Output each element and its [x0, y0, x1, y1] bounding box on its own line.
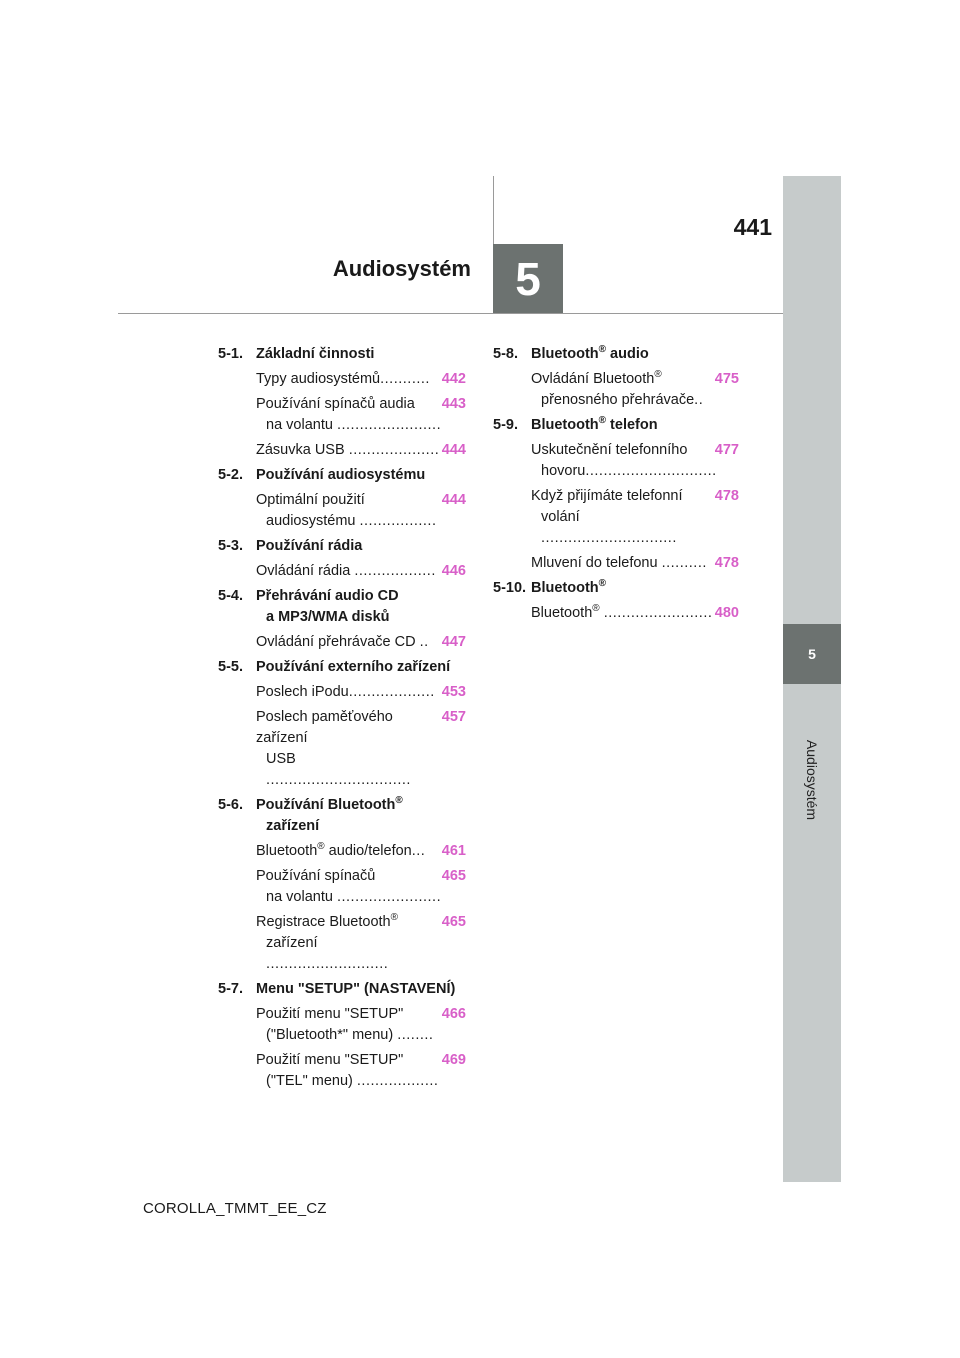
entry-text: Mluvení do telefonu — [531, 555, 658, 571]
entry-text: Poslech paměťového zařízení — [256, 709, 393, 746]
entry-text: Zásuvka USB — [256, 442, 345, 458]
entry-text: Ovládání rádia — [256, 563, 351, 579]
entry-leader: .......... — [661, 555, 707, 571]
toc-section — [218, 536, 466, 557]
entry-text: Uskutečnění telefonního — [531, 442, 688, 458]
registered-mark: ® — [317, 841, 325, 853]
entry-text-line2: na volantu — [266, 417, 333, 433]
toc-entry[interactable] — [256, 440, 466, 461]
entry-leader: ............................. — [585, 463, 717, 479]
entry-leader: ........... — [380, 371, 430, 387]
section-title: Bluetooth — [531, 346, 599, 362]
entry-page-link[interactable]: 480 — [714, 605, 739, 621]
toc-section — [218, 979, 466, 1000]
section-title: Používání rádia — [256, 538, 363, 554]
entry-page-link[interactable]: 444 — [441, 442, 466, 458]
section-number: 5-6. — [218, 797, 243, 813]
toc-entry[interactable] — [256, 912, 466, 975]
toc-entry[interactable] — [256, 1004, 466, 1046]
entry-leader: ........................... — [266, 956, 389, 972]
side-chapter-tab[interactable] — [783, 624, 841, 684]
toc-entry[interactable] — [256, 1050, 466, 1092]
section-number: 5-5. — [218, 659, 243, 675]
toc-section — [493, 578, 739, 599]
toc-section — [218, 795, 466, 837]
entry-leader: ....................... — [336, 889, 442, 905]
entry-text: Bluetooth — [531, 605, 593, 621]
header-vertical-rule — [493, 176, 494, 244]
toc-entry[interactable] — [256, 561, 466, 582]
toc-entry[interactable] — [256, 369, 466, 390]
entry-page-link[interactable]: 478 — [714, 555, 739, 571]
section-title-rest: telefon — [606, 417, 658, 433]
entry-leader: ........ — [397, 1027, 434, 1043]
section-title: Bluetooth — [531, 580, 599, 596]
entry-text: Bluetooth — [256, 843, 318, 859]
side-chapter-label: Audiosystém — [804, 739, 820, 821]
entry-text: Když přijímáte telefonní — [531, 488, 683, 504]
toc-entry[interactable] — [256, 866, 466, 908]
entry-text: Používání spínačů — [256, 868, 376, 884]
section-number: 5-1. — [218, 346, 243, 362]
registered-mark: ® — [598, 415, 607, 427]
registered-mark: ® — [395, 795, 403, 807]
entry-text-rest: audio/telefon — [324, 843, 412, 859]
entry-leader: .............................. — [541, 530, 677, 546]
entry-leader: ................... — [348, 684, 435, 700]
toc-section — [218, 465, 466, 486]
section-title-line2: zařízení — [266, 818, 320, 834]
entry-text: Použití menu "SETUP" — [256, 1006, 404, 1022]
entry-text-line2: ("Bluetooth*" menu) — [266, 1027, 394, 1043]
entry-leader: ........................ — [603, 605, 713, 621]
section-number: 5-2. — [218, 467, 243, 483]
entry-page-link[interactable]: 469 — [441, 1052, 466, 1068]
section-number: 5-4. — [218, 588, 243, 604]
entry-text: Ovládání Bluetooth — [531, 371, 655, 387]
entry-page-link[interactable]: 465 — [441, 914, 466, 930]
toc-entry[interactable] — [256, 682, 466, 703]
entry-text-line2: hovoru — [541, 463, 586, 479]
toc-entry[interactable] — [256, 707, 466, 791]
registered-mark: ® — [598, 344, 607, 356]
section-number: 5-9. — [493, 417, 518, 433]
entry-page-link[interactable]: 442 — [441, 371, 466, 387]
toc-right-column — [493, 344, 739, 628]
entry-text: Typy audiosystémů — [256, 371, 381, 387]
entry-text: Optimální použití — [256, 492, 365, 508]
entry-text: Používání spínačů audia — [256, 396, 415, 412]
section-number: 5-7. — [218, 981, 243, 997]
toc-entry[interactable] — [531, 440, 739, 482]
entry-leader: ................................ — [266, 772, 411, 788]
toc-entry[interactable] — [256, 841, 466, 862]
toc-section — [218, 586, 466, 628]
entry-page-link[interactable]: 461 — [441, 843, 466, 859]
entry-text: Poslech iPodu — [256, 684, 349, 700]
footer-code: COROLLA_TMMT_EE_CZ — [143, 1200, 327, 1217]
toc-section — [218, 657, 466, 678]
toc-entry[interactable] — [531, 553, 739, 574]
section-title: Používání externího zařízení — [256, 659, 451, 675]
entry-page-link[interactable]: 475 — [714, 371, 739, 387]
section-title-rest: audio — [606, 346, 649, 362]
entry-leader: ... — [411, 843, 426, 859]
entry-page-link[interactable]: 447 — [441, 634, 466, 650]
section-title: Používání Bluetooth — [256, 797, 396, 813]
section-title: Používání audiosystému — [256, 467, 426, 483]
registered-mark: ® — [592, 603, 600, 615]
entry-page-link[interactable]: 465 — [441, 868, 466, 884]
entry-text-line2: volání — [541, 509, 580, 525]
chapter-number-box — [493, 244, 563, 314]
toc-left-column — [218, 344, 466, 1096]
section-title-line2: a MP3/WMA disků — [266, 609, 390, 625]
entry-text-line2: přenosného přehrávače — [541, 392, 695, 408]
entry-text-line2: USB — [266, 751, 296, 767]
section-title: Základní činnosti — [256, 346, 375, 362]
entry-page-link[interactable]: 457 — [441, 709, 466, 725]
entry-text: Použití menu "SETUP" — [256, 1052, 404, 1068]
entry-page-link[interactable]: 444 — [441, 492, 466, 508]
entry-leader: .. — [694, 392, 704, 408]
entry-page-link[interactable]: 446 — [441, 563, 466, 579]
entry-text: Registrace Bluetooth — [256, 914, 391, 930]
header-horizontal-rule — [118, 313, 783, 314]
toc-section — [493, 344, 739, 365]
section-title: Audiosystém — [332, 256, 471, 281]
entry-page-link[interactable]: 478 — [714, 488, 739, 504]
toc-entry[interactable] — [531, 369, 739, 411]
entry-leader: .................... — [348, 442, 440, 458]
registered-mark: ® — [654, 369, 662, 381]
entry-text: Ovládání přehrávače CD — [256, 634, 416, 650]
toc-entry[interactable] — [256, 632, 466, 653]
entry-text-line2: ("TEL" menu) — [266, 1073, 353, 1089]
side-tab-number: 5 — [808, 646, 816, 662]
section-title: Přehrávání audio CD — [256, 588, 399, 604]
entry-text-line2: audiosystému — [266, 513, 356, 529]
entry-text-line2: na volantu — [266, 889, 333, 905]
section-title: Bluetooth — [531, 417, 599, 433]
page-number: 441 — [733, 214, 772, 240]
toc-entry[interactable] — [531, 486, 739, 549]
entry-page-link[interactable]: 477 — [714, 442, 739, 458]
toc-entry[interactable] — [531, 603, 739, 624]
section-number: 5-3. — [218, 538, 243, 554]
entry-page-link[interactable]: 453 — [441, 684, 466, 700]
section-number: 5-8. — [493, 346, 518, 362]
entry-text-line2: zařízení — [266, 935, 318, 951]
entry-leader: ....................... — [336, 417, 442, 433]
registered-mark: ® — [598, 578, 607, 590]
section-title: Menu "SETUP" (NASTAVENÍ) — [256, 981, 456, 997]
entry-page-link[interactable]: 443 — [441, 396, 466, 412]
entry-leader: .................. — [354, 563, 436, 579]
entry-leader: ................. — [359, 513, 437, 529]
chapter-number: 5 — [515, 253, 541, 305]
registered-mark: ® — [390, 912, 398, 924]
entry-leader: .. — [419, 634, 429, 650]
section-number: 5-10. — [493, 580, 527, 596]
toc-section — [493, 415, 739, 436]
entry-leader: .................. — [356, 1073, 439, 1089]
toc-entry[interactable] — [256, 394, 466, 436]
toc-entry[interactable] — [256, 490, 466, 532]
toc-section — [218, 344, 466, 365]
entry-page-link[interactable]: 466 — [441, 1006, 466, 1022]
